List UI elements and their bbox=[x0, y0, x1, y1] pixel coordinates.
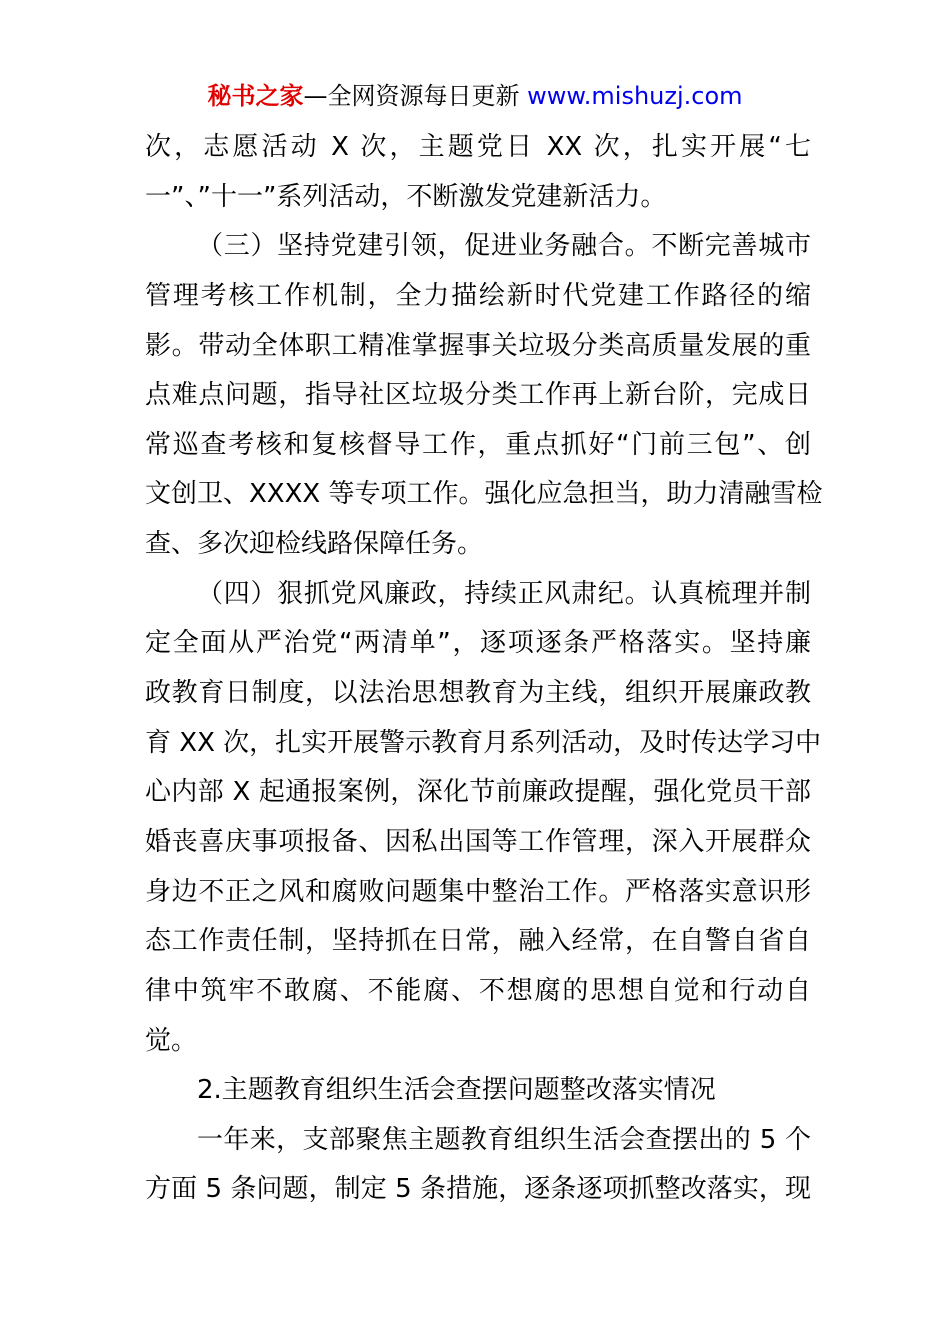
text-line: 觉。 bbox=[145, 1025, 198, 1056]
text-line: 婚丧喜庆事项报备、因私出国等工作管理，深入开展群众 bbox=[145, 826, 811, 857]
brand-name: 秘书之家 bbox=[207, 82, 304, 110]
text-line: 心内部 X 起通报案例，深化节前廉政提醒，强化党员干部 bbox=[145, 777, 811, 808]
document-body bbox=[145, 123, 823, 1215]
text-line: 查、多次迎检线路保障任务。 bbox=[145, 529, 484, 560]
text-line: 常巡查考核和复核督导工作，重点抓好“门前三包”、创 bbox=[145, 429, 811, 460]
site-header bbox=[0, 78, 950, 114]
text-line: 态工作责任制，坚持抓在日常，融入经常，在自警自省自 bbox=[145, 926, 811, 957]
text-line: 一”、”十一”系列活动，不断激发党建新活力。 bbox=[145, 181, 667, 212]
text-line: 影。带动全体职工精准掌握事关垃圾分类高质量发展的重 bbox=[145, 330, 811, 361]
text-line: 次，志愿活动 X 次，主题党日 XX 次，扎实开展“七 bbox=[145, 132, 811, 162]
text-line: 一年来，支部聚焦主题教育组织生活会查摆出的 5 个 bbox=[197, 1124, 811, 1155]
text-line: （四）狠抓党风廉政，持续正风肃纪。认真梳理并制 bbox=[197, 578, 811, 609]
site-tagline: —全网资源每日更新 bbox=[303, 82, 528, 110]
text-line: 方面 5 条问题，制定 5 条措施，逐条逐项抓整改落实，现 bbox=[145, 1174, 811, 1205]
text-line: 律中筑牢不敢腐、不能腐、不想腐的思想自觉和行动自 bbox=[145, 975, 811, 1006]
text-line: 点难点问题，指导社区垃圾分类工作再上新台阶，完成日 bbox=[145, 380, 811, 411]
text-line: 定全面从严治党“两清单”，逐项逐条严格落实。坚持廉 bbox=[145, 628, 811, 659]
text-line: 文创卫、XXXX 等专项工作。强化应急担当，助力清融雪检 bbox=[145, 479, 823, 510]
text-line: 育 XX 次，扎实开展警示教育月系列活动，及时传达学习中 bbox=[145, 727, 822, 758]
text-line: （三）坚持党建引领，促进业务融合。不断完善城市 bbox=[197, 231, 811, 262]
site-url[interactable]: www.mishuzj.com bbox=[527, 82, 743, 110]
text-line: 管理考核工作机制，全力描绘新时代党建工作路径的缩 bbox=[145, 280, 811, 311]
text-line: 2.主题教育组织生活会查摆问题整改落实情况 bbox=[197, 1075, 716, 1106]
text-line: 政教育日制度，以法治思想教育为主线，组织开展廉政教 bbox=[145, 678, 811, 709]
text-line: 身边不正之风和腐败问题集中整治工作。严格落实意识形 bbox=[145, 876, 811, 907]
